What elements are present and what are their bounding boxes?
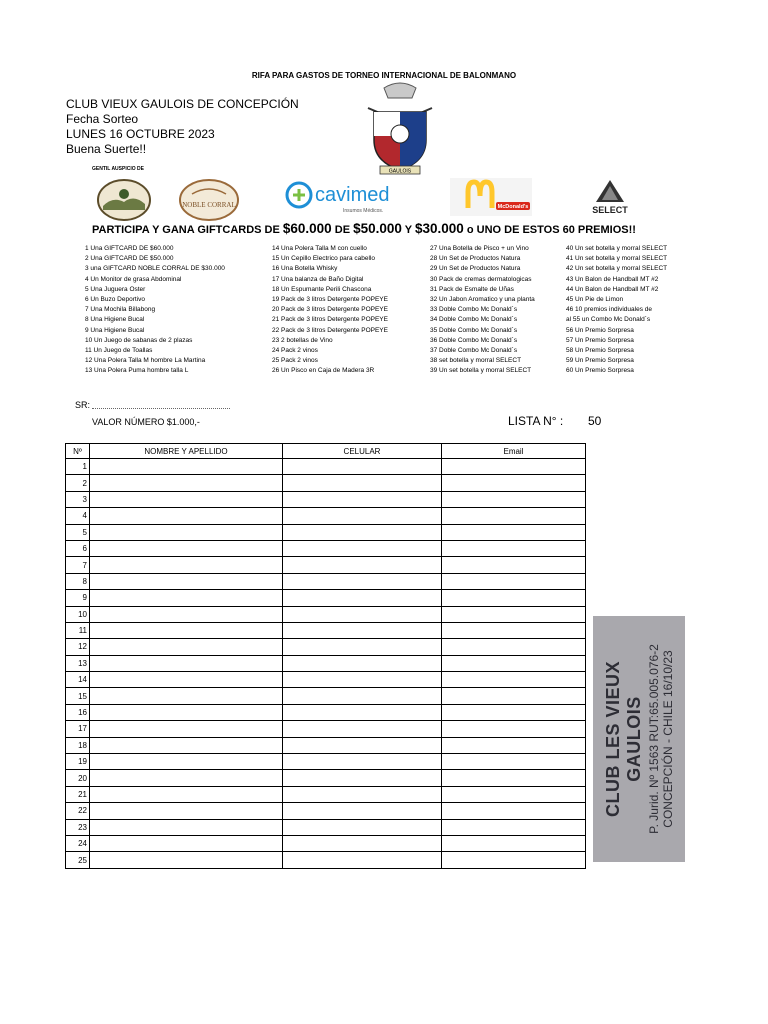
email-cell[interactable]	[442, 655, 586, 671]
row-number: 8	[66, 573, 90, 589]
prize-item: 5 Una Juguera Oster	[85, 285, 146, 293]
prize-item: 21 Pack de 3 litros Detergente POPEYE	[272, 316, 388, 324]
phone-cell[interactable]	[283, 639, 442, 655]
phone-cell[interactable]	[283, 491, 442, 507]
headline	[92, 221, 636, 236]
name-cell[interactable]	[90, 835, 283, 851]
table-row	[66, 508, 586, 524]
name-cell[interactable]	[90, 524, 283, 540]
prize-item: 25 Pack 2 vinos	[272, 357, 318, 365]
prize-list-col4	[566, 244, 667, 376]
row-number: 13	[66, 655, 90, 671]
row-number: 24	[66, 835, 90, 851]
prize-item: 9 Una Higiene Bucal	[85, 326, 145, 334]
prize-item: 46 10 premios individuales de	[566, 306, 652, 314]
buyers-table	[65, 443, 586, 869]
row-number: 11	[66, 622, 90, 638]
table-row	[66, 803, 586, 819]
row-number: 4	[66, 508, 90, 524]
prize-item: 59 Un Premio Sorpresa	[566, 357, 634, 365]
prize-item: 41 Un set botella y morral SELECT	[566, 255, 668, 263]
email-cell[interactable]	[442, 557, 586, 573]
select-logo	[585, 178, 635, 216]
prize-item: 20 Pack de 3 litros Detergente POPEYE	[272, 306, 388, 314]
draw-date: LUNES 16 OCTUBRE 2023	[66, 127, 215, 141]
prize-item: 31 Pack de Esmalte de Uñas	[430, 285, 514, 293]
row-number: 3	[66, 491, 90, 507]
email-cell[interactable]	[442, 819, 586, 835]
list-number: 50	[588, 414, 602, 428]
prize-item: 60 Un Premio Sorpresa	[566, 367, 634, 375]
noble-corral-logo	[178, 178, 240, 222]
prize-item: 4 Un Monitor de grasa Abdominal	[85, 275, 182, 283]
email-cell[interactable]	[442, 573, 586, 589]
prize-list-col1	[85, 244, 225, 376]
name-cell[interactable]	[90, 737, 283, 753]
prize-item: 8 Una Higiene Bucal	[85, 316, 145, 324]
table-row	[66, 721, 586, 737]
table-row	[66, 557, 586, 573]
phone-cell[interactable]	[283, 754, 442, 770]
name-cell[interactable]	[90, 573, 283, 589]
stamp-legal-id: P. Jurid. Nº 1563 RUT:65.005.076-2	[647, 644, 661, 834]
select-text: SELECT	[592, 205, 628, 215]
prize-item: 34 Doble Combo Mc Donald´s	[430, 316, 518, 324]
name-cell[interactable]	[90, 819, 283, 835]
phone-cell[interactable]	[283, 606, 442, 622]
table-row	[66, 622, 586, 638]
table-row	[66, 672, 586, 688]
name-cell[interactable]	[90, 557, 283, 573]
list-number-label: LISTA N° :	[508, 414, 564, 428]
phone-cell[interactable]	[283, 819, 442, 835]
prize-item: 27 Una Botella de Pisco + un Vino	[430, 245, 529, 252]
row-number: 5	[66, 524, 90, 540]
prize-item: 10 Un Juego de sabanas de 2 plazas	[85, 336, 193, 344]
table-row	[66, 704, 586, 720]
name-cell[interactable]	[90, 721, 283, 737]
prize-item: 18 Un Espumante Perili Chascona	[272, 285, 372, 293]
phone-cell[interactable]	[283, 770, 442, 786]
club-crest-logo	[360, 82, 440, 180]
prize-item: 29 Un Set de Productos Natura	[430, 265, 521, 273]
prize-item: 43 Un Balon de Handball MT #2	[566, 275, 659, 283]
prize-item: 11 Un Juego de Toallas	[85, 346, 153, 354]
mcdonalds-logo	[450, 178, 532, 216]
phone-cell[interactable]	[283, 803, 442, 819]
prize-item: 16 Una Botella Whisky	[272, 265, 338, 273]
phone-cell[interactable]	[283, 672, 442, 688]
prize-item: 22 Pack de 3 litros Detergente POPEYE	[272, 326, 388, 334]
phone-cell[interactable]	[283, 622, 442, 638]
club-stamp	[593, 616, 685, 862]
table-row	[66, 835, 586, 851]
prize-item: 17 Una balanza de Baño Digital	[272, 275, 364, 283]
table-row	[66, 475, 586, 491]
row-number: 17	[66, 721, 90, 737]
prize-item: 13 Una Polera Puma hombre talla L	[85, 367, 189, 375]
row-number: 12	[66, 639, 90, 655]
table-row	[66, 770, 586, 786]
name-cell[interactable]	[90, 786, 283, 802]
row-number: 16	[66, 704, 90, 720]
prize-item: 14 Una Polera Talla M con cuello	[272, 245, 367, 252]
crest-banner-text: GAULOIS	[388, 168, 412, 175]
prize-item: 1 Una GIFTCARD DE $60.000	[85, 245, 174, 252]
email-cell[interactable]	[442, 852, 586, 868]
prize-item: 24 Pack 2 vinos	[272, 346, 318, 354]
phone-cell[interactable]	[283, 590, 442, 606]
prize-item: 42 Un set botella y morral SELECT	[566, 265, 668, 273]
sponsor-round-logo	[95, 178, 153, 222]
phone-cell[interactable]	[283, 704, 442, 720]
email-cell[interactable]	[442, 786, 586, 802]
sponsors-label: GENTIL AUSPICIO DE	[92, 166, 144, 172]
sr-name-line[interactable]	[92, 408, 230, 409]
phone-cell[interactable]	[283, 835, 442, 851]
row-number: 10	[66, 606, 90, 622]
prize-item: 32 Un Jabon Aromatico y una planta	[430, 295, 535, 303]
email-cell[interactable]	[442, 459, 586, 475]
email-cell[interactable]	[442, 622, 586, 638]
email-cell[interactable]	[442, 770, 586, 786]
row-number: 9	[66, 590, 90, 606]
row-number: 18	[66, 737, 90, 753]
table-header-row	[66, 444, 586, 459]
phone-cell[interactable]	[283, 721, 442, 737]
row-number: 25	[66, 852, 90, 868]
headline-y: Y	[401, 224, 415, 236]
headline-tail: o UNO DE ESTOS 60 PREMIOS!!	[463, 224, 636, 236]
prize-item: 26 Un Pisco en Caja de Madera 3R	[272, 367, 375, 375]
email-cell[interactable]	[442, 475, 586, 491]
prize-item: 2 Una GIFTCARD DE $50.000	[85, 255, 174, 263]
prize-list-col3	[430, 244, 535, 376]
table-row	[66, 819, 586, 835]
headline-de: DE	[331, 224, 354, 236]
email-cell[interactable]	[442, 835, 586, 851]
name-cell[interactable]	[90, 770, 283, 786]
email-cell[interactable]	[442, 606, 586, 622]
prize-list-col2	[272, 244, 388, 376]
email-cell[interactable]	[442, 672, 586, 688]
table-row	[66, 606, 586, 622]
row-number: 2	[66, 475, 90, 491]
headline-lead: PARTICIPA Y GANA GIFTCARDS DE	[92, 224, 283, 236]
row-number: 6	[66, 540, 90, 556]
phone-cell[interactable]	[283, 524, 442, 540]
phone-cell[interactable]	[283, 475, 442, 491]
prize-item: 35 Doble Combo Mc Donald´s	[430, 326, 518, 334]
table-row	[66, 590, 586, 606]
cavimed-subtitle: Insumos Médicos.	[343, 208, 384, 214]
prize-item: 58 Un Premio Sorpresa	[566, 346, 634, 354]
stamp-location-date: CONCEPCIÓN - CHILE 16/10/23	[661, 650, 675, 828]
phone-cell[interactable]	[283, 459, 442, 475]
phone-cell[interactable]	[283, 655, 442, 671]
email-cell[interactable]	[442, 590, 586, 606]
phone-cell[interactable]	[283, 540, 442, 556]
stamp-club-name: CLUB LES VIEUX GAULOIS	[603, 660, 644, 818]
prize-item: 45 Un Pie de Limon	[566, 295, 624, 303]
prize-item: 6 Un Buzo Deportivo	[85, 295, 145, 303]
prize-item: 3 una GIFTCARD NOBLE CORRAL DE $30.000	[85, 265, 225, 273]
name-cell[interactable]	[90, 508, 283, 524]
phone-cell[interactable]	[283, 737, 442, 753]
phone-cell[interactable]	[283, 852, 442, 868]
prize-item: 56 Un Premio Sorpresa	[566, 326, 634, 334]
name-cell[interactable]	[90, 590, 283, 606]
prize-item: 38 set botella y morral SELECT	[430, 357, 522, 365]
email-cell[interactable]	[442, 688, 586, 704]
prize-item: 7 Una Mochila Billabong	[85, 306, 156, 314]
name-cell[interactable]	[90, 704, 283, 720]
row-number: 1	[66, 459, 90, 475]
prize-item: al 55 un Combo Mc Donald´s	[566, 316, 651, 324]
name-cell[interactable]	[90, 540, 283, 556]
phone-cell[interactable]	[283, 786, 442, 802]
header-phone: CELULAR	[283, 444, 442, 459]
email-cell[interactable]	[442, 524, 586, 540]
name-cell[interactable]	[90, 688, 283, 704]
email-cell[interactable]	[442, 721, 586, 737]
table-row	[66, 524, 586, 540]
ticket-price: VALOR NÚMERO $1.000,-	[92, 417, 200, 427]
prize-item: 28 Un Set de Productos Natura	[430, 255, 521, 263]
header-email: Email	[442, 444, 586, 459]
prize-item: 15 Un Cepillo Electrico para cabello	[272, 255, 375, 263]
table-row	[66, 639, 586, 655]
table-row	[66, 786, 586, 802]
mcdonalds-text: McDonald's	[497, 204, 529, 210]
prize-item: 33 Doble Combo Mc Donald´s	[430, 306, 518, 314]
good-luck-text: Buena Suerte!!	[66, 142, 147, 156]
prize-item: 40 Un set botella y morral SELECT	[566, 245, 668, 252]
cavimed-text: cavimed	[315, 184, 390, 206]
prize-item: 44 Un Balon de Handball MT #2	[566, 285, 659, 293]
name-cell[interactable]	[90, 606, 283, 622]
table-row	[66, 491, 586, 507]
headline-amount-1: $60.000	[282, 221, 332, 236]
prize-item: 36 Doble Combo Mc Donald´s	[430, 336, 518, 344]
phone-cell[interactable]	[283, 557, 442, 573]
row-number: 7	[66, 557, 90, 573]
headline-amount-2: $50.000	[353, 221, 402, 236]
table-row	[66, 852, 586, 868]
email-cell[interactable]	[442, 754, 586, 770]
name-cell[interactable]	[90, 475, 283, 491]
club-name: CLUB VIEUX GAULOIS DE CONCEPCIÓN	[66, 97, 299, 111]
table-row	[66, 737, 586, 753]
prize-item: 57 Un Premio Sorpresa	[566, 336, 634, 344]
name-cell[interactable]	[90, 803, 283, 819]
email-cell[interactable]	[442, 737, 586, 753]
row-number: 23	[66, 819, 90, 835]
row-number: 21	[66, 786, 90, 802]
email-cell[interactable]	[442, 639, 586, 655]
club-info	[66, 97, 299, 157]
table-row	[66, 688, 586, 704]
name-cell[interactable]	[90, 672, 283, 688]
prize-item: 19 Pack de 3 litros Detergente POPEYE	[272, 295, 388, 303]
name-cell[interactable]	[90, 639, 283, 655]
cavimed-logo	[285, 179, 395, 215]
phone-cell[interactable]	[283, 573, 442, 589]
sr-label: SR:	[75, 400, 91, 410]
name-cell[interactable]	[90, 459, 283, 475]
table-row	[66, 754, 586, 770]
name-cell[interactable]	[90, 491, 283, 507]
name-cell[interactable]	[90, 622, 283, 638]
phone-cell[interactable]	[283, 508, 442, 524]
row-number: 14	[66, 672, 90, 688]
prize-item: 12 Una Polera Talla M hombre La Martina	[85, 357, 206, 365]
row-number: 22	[66, 803, 90, 819]
prize-item: 39 Un set botella y morral SELECT	[430, 367, 532, 375]
email-cell[interactable]	[442, 803, 586, 819]
email-cell[interactable]	[442, 491, 586, 507]
headline-amount-3: $30.000	[414, 221, 464, 236]
noble-corral-text: NOBLE CORRAL	[182, 201, 236, 209]
raffle-title: RIFA PARA GASTOS DE TORNEO INTERNACIONAL DE BALONMANO	[251, 71, 517, 80]
header-number: Nº	[66, 444, 90, 459]
table-row	[66, 573, 586, 589]
header-name: NOMBRE Y APELLIDO	[90, 444, 283, 459]
prize-item: 37 Doble Combo Mc Donald´s	[430, 346, 518, 354]
table-row	[66, 655, 586, 671]
row-number: 19	[66, 754, 90, 770]
table-row	[66, 540, 586, 556]
phone-cell[interactable]	[283, 688, 442, 704]
name-cell[interactable]	[90, 852, 283, 868]
table-row	[66, 459, 586, 475]
email-cell[interactable]	[442, 540, 586, 556]
name-cell[interactable]	[90, 754, 283, 770]
row-number: 15	[66, 688, 90, 704]
draw-date-label: Fecha Sorteo	[66, 112, 139, 126]
row-number: 20	[66, 770, 90, 786]
prize-item: 23 2 botellas de Vino	[272, 336, 333, 344]
name-cell[interactable]	[90, 655, 283, 671]
prize-item: 30 Pack de cremas dermatologicas	[430, 275, 532, 283]
email-cell[interactable]	[442, 704, 586, 720]
email-cell[interactable]	[442, 508, 586, 524]
